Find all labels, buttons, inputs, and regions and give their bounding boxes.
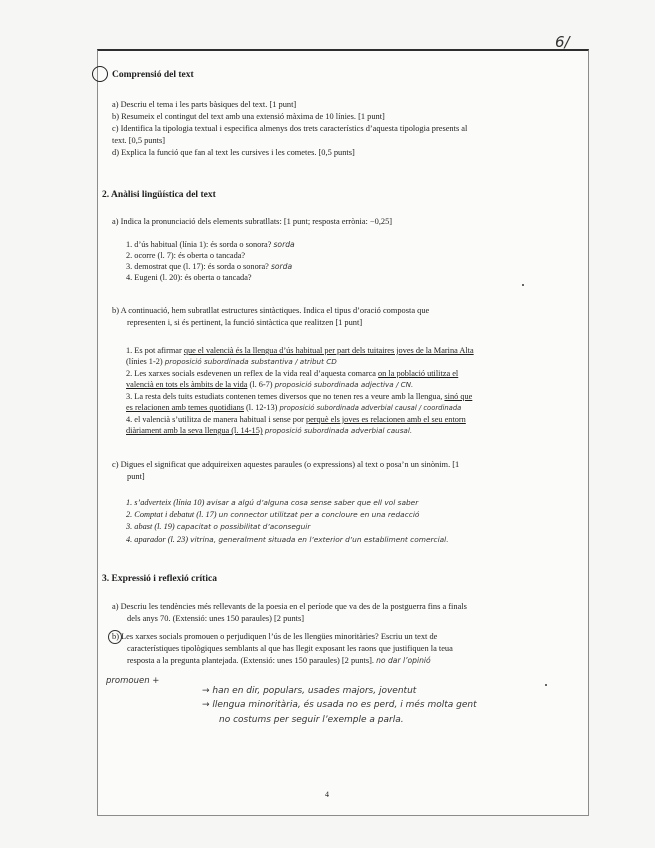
question-3a-cont: dels anys 70. (Extensió: unes 150 paraules) [2 punts]: [127, 614, 305, 623]
list-item: diàriament amb la seva llengua (l. 14-15) proposició subordinada adverbial causal.: [126, 426, 413, 435]
note-line: → llengua minoritària, és usada no es perd, i més molta gent: [202, 700, 477, 710]
handwritten-answer: sorda: [270, 262, 293, 271]
list-item: es relacionen amb temes quotidians (l. 12-13) proposició subordinada adverbial causal / coordinada: [126, 403, 462, 412]
list-item: 1. s’adverteix (línia 10) avisar a algú d’alguna cosa sense saber que ell vol saber: [126, 498, 419, 507]
list-item: 4. Eugeni (l. 20): és oberta o tancada?: [126, 273, 252, 282]
section-3-title: 3. Expressió i reflexió crítica: [102, 574, 217, 584]
question-3b-cont: característiques tipològiques semblants al que has llegit exposant les raons que justifiquen la teua: [127, 644, 453, 653]
list-item: 3. La resta dels tuits estudiats contenen temes diversos que no tenen res a veure amb la llengua, sinó que: [126, 392, 473, 401]
pen-dot: [545, 684, 547, 686]
page-number: 4: [325, 790, 329, 799]
question-1c-cont: text. [0,5 punts]: [112, 136, 166, 145]
list-item: 2. Comptat i debatut (l. 17) un connector utilitzat per a concloure en una redacció: [126, 510, 420, 519]
question-3a: a) Descriu les tendències més rellevants de la poesia en el període que va des de la postguerra fins a finals: [112, 602, 467, 611]
list-item: 2. ocorre (l. 7): és oberta o tancada?: [126, 251, 246, 260]
handwritten-page-mark: 6/: [555, 33, 570, 51]
question-1b: b) Resumeix el contingut del text amb una extensió màxima de 10 línies. [1 punt]: [112, 112, 385, 121]
handwritten-answer: capacitat o possibilitat d’aconseguir: [176, 522, 311, 531]
list-item: 3. demostrat que (l. 17): és sorda o sonora? sorda: [126, 262, 293, 271]
list-item: 2. Les xarxes socials esdevenen un reflex de la vida real d’aquesta comarca on la població utilitza el: [126, 369, 459, 378]
handwritten-answer: un connector utilitzat per a concloure en una redacció: [218, 510, 420, 519]
handwritten-answer: avisar a algú d’alguna cosa sense saber que ell vol saber: [206, 498, 419, 507]
handwritten-answer: proposició subordinada adverbial causal / coordinada: [279, 404, 462, 412]
question-2c: c) Digues el significat que adquireixen aquestes paraules (o expressions) al text o posa’n un sinònim. [1: [112, 460, 460, 469]
handwritten-answer: proposició subordinada adverbial causal.: [264, 426, 413, 435]
list-item: (línies 1-2) proposició subordinada substantiva / atribut CD: [126, 357, 337, 366]
pen-dot: [522, 284, 524, 286]
note-line: no costums per seguir l’exemple a parla.: [219, 715, 404, 725]
handwritten-answer: proposició subordinada adjectiva / CN.: [274, 380, 414, 389]
question-2a: a) Indica la pronunciació dels elements subratllats: [1 punt; resposta errònia: −0,25]: [112, 217, 393, 226]
question-2b: b) A continuació, hem subratllat estructures sintàctiques. Indica el tipus d’oració composta que: [112, 306, 430, 315]
list-item: 1. Es pot afirmar que el valencià és la llengua d’ús habitual per part dels tuitaires joves de la Marina Alta: [126, 346, 474, 355]
question-1a: a) Descriu el tema i les parts bàsiques del text. [1 punt]: [112, 100, 297, 109]
question-2b-cont: representen i, si és pertinent, la funció sintàctica que realitzen [1 punt]: [127, 318, 363, 327]
handwritten-note: no dar l’opinió: [376, 656, 431, 665]
question-1c: c) Identifica la tipologia textual i especifica almenys dos trets característics d’aquesta tipologia presents al: [112, 124, 468, 133]
list-item: 3. abast (l. 19) capacitat o possibilitat d’aconseguir: [126, 522, 311, 531]
list-item: valencià en tots els àmbits de la vida (l. 6-7) proposició subordinada adjectiva / CN.: [126, 380, 414, 389]
question-1d: d) Explica la funció que fan al text les cursives i les cometes. [0,5 punts]: [112, 148, 355, 157]
handwritten-answer: vitrina, generalment situada en l’exterior d’un establiment comercial.: [190, 535, 449, 544]
question-3b: b) Les xarxes socials promouen o perjudiquen l’ús de les llengües minoritàries? Escriu un text de: [112, 632, 438, 641]
question-3b-cont: resposta a la pregunta plantejada. (Extensió: unes 150 paraules) [2 punts]. no dar l’opinió: [127, 656, 431, 665]
note-line: promouen +: [106, 676, 160, 686]
section-1-title: Comprensió del text: [112, 70, 194, 80]
handwritten-answer: proposició subordinada substantiva / atribut CD: [164, 357, 337, 366]
list-item: 4. aparador (l. 23) vitrina, generalment situada en l’exterior d’un establiment comercial.: [126, 535, 449, 544]
note-line: → han en dir, populars, usades majors, joventut: [202, 686, 417, 696]
question-2c-cont: punt]: [127, 472, 145, 481]
list-item: 1. d’ús habitual (línia 1): és sorda o sonora? sorda: [126, 240, 295, 249]
handwritten-answer: sorda: [273, 240, 295, 249]
list-item: 4. el valencià s’utilitza de manera habitual i sense por perquè els joves es relacionen amb el seu entorn: [126, 415, 466, 424]
section-2-title: 2. Anàlisi lingüística del text: [102, 190, 216, 200]
